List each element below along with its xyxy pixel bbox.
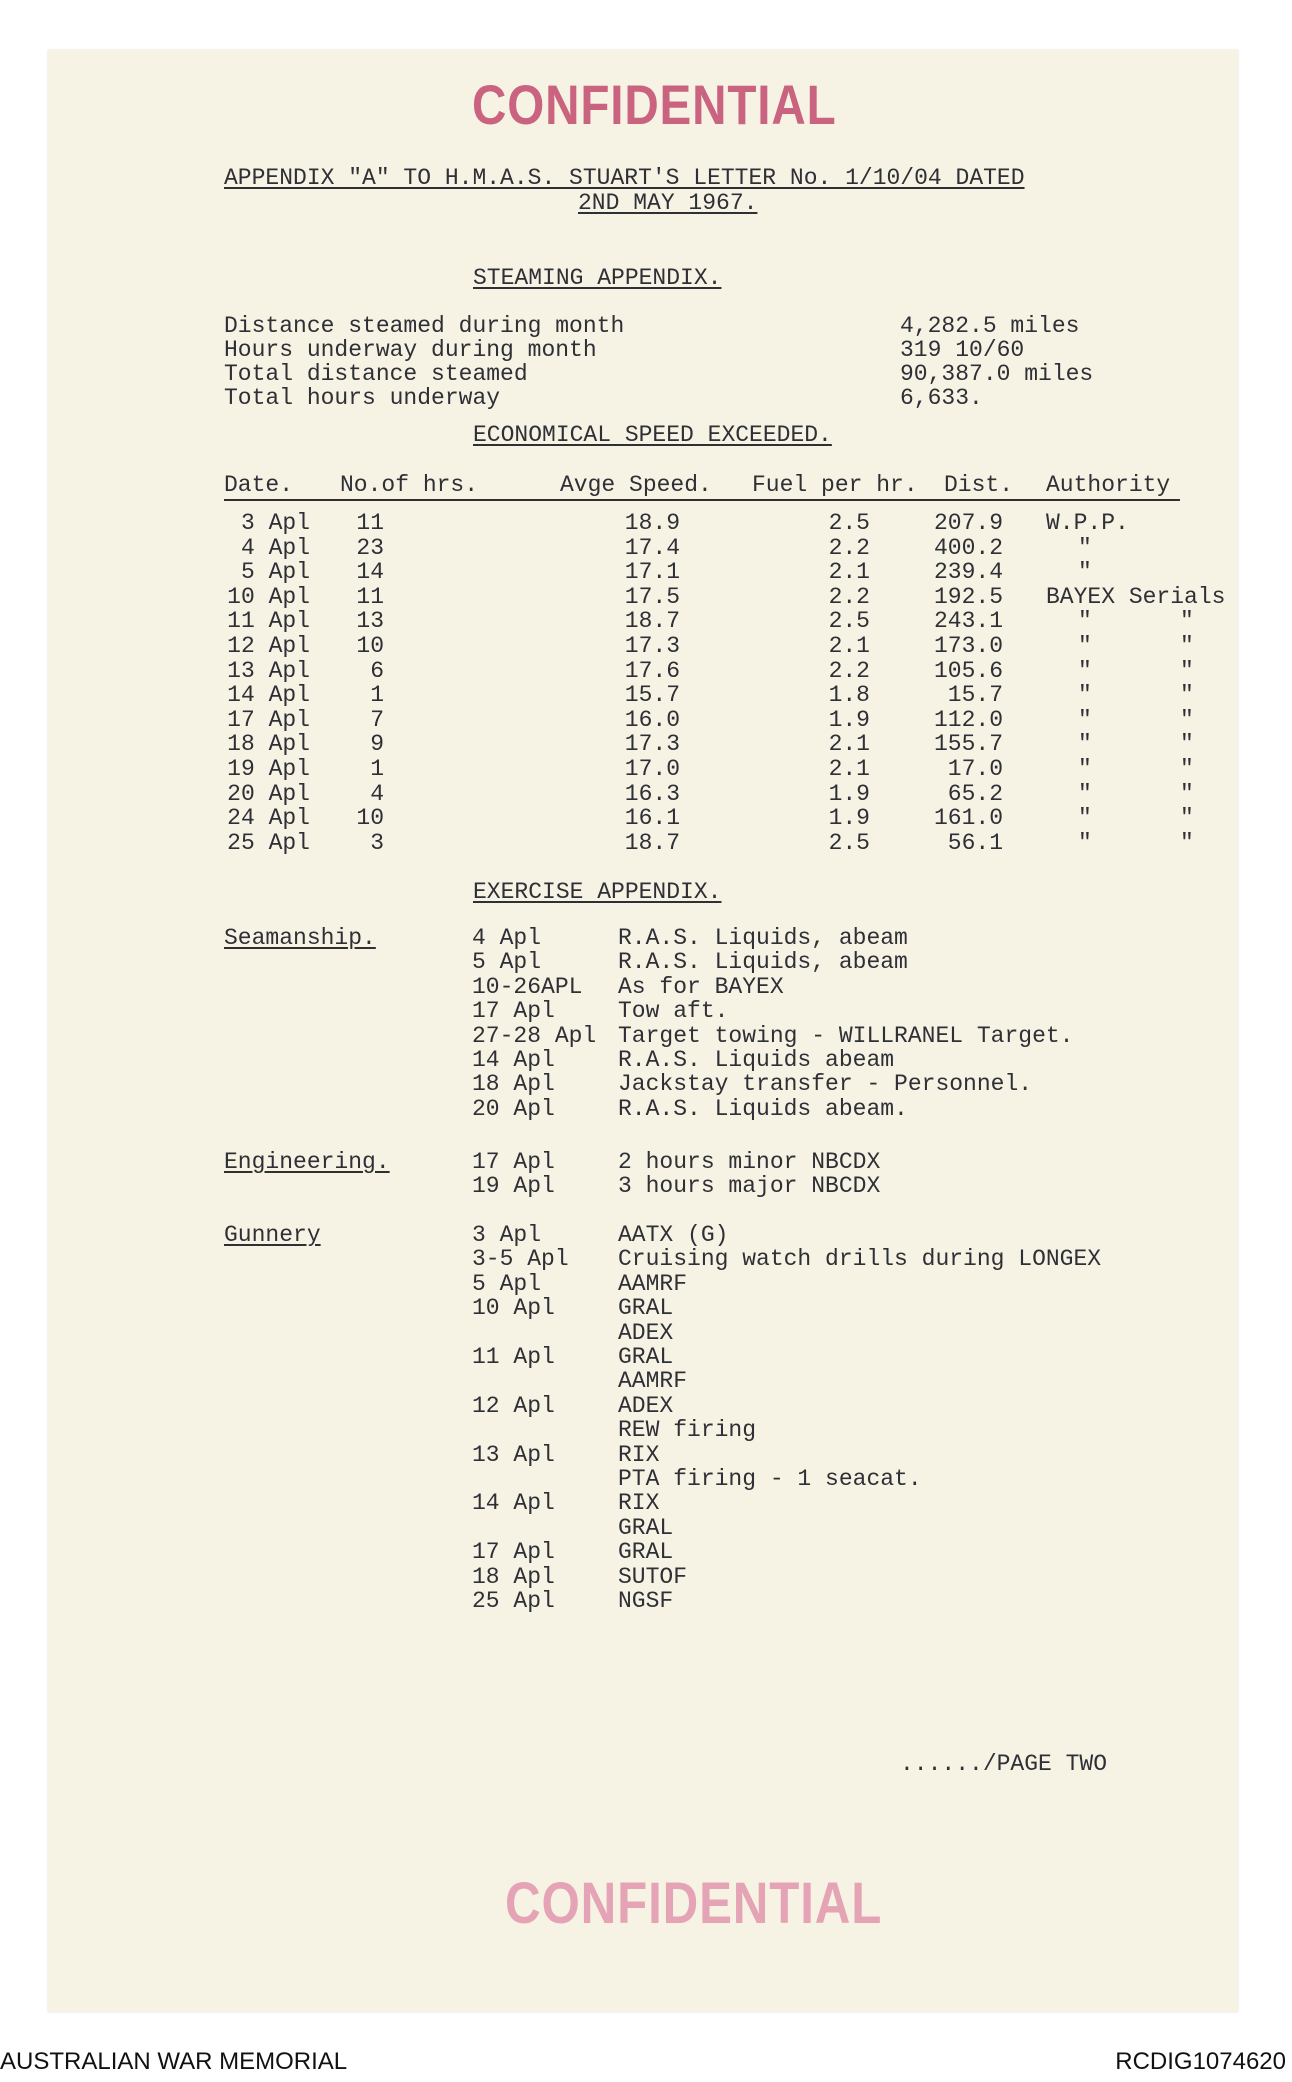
steaming-value: 319 10/60 xyxy=(900,337,1025,363)
exercise-text: Cruising watch drills during LONGEX xyxy=(618,1246,1102,1273)
footer-archive-name: AUSTRALIAN WAR MEMORIAL xyxy=(0,2048,348,2075)
exercise-date: 25 Apl xyxy=(472,1588,555,1614)
exercise-date: 17 Apl xyxy=(472,998,555,1025)
exercise-text: AATX (G) xyxy=(618,1222,729,1248)
econ-authority: " xyxy=(1078,608,1092,635)
econ-date: 12 Apl xyxy=(227,633,310,659)
exercise-text: GRAL xyxy=(618,1514,674,1541)
steaming-value: 90,387.0 miles xyxy=(900,361,1094,387)
econ-authority: " xyxy=(1078,829,1092,856)
steaming-value: 6,633. xyxy=(900,385,983,411)
econ-date: 18 Apl xyxy=(227,731,310,758)
econ-dist: 112.0 xyxy=(933,706,1003,733)
econ-dist: 243.1 xyxy=(933,608,1003,635)
econ-authority-ditto: " xyxy=(1180,608,1194,635)
exercise-date: 5 Apl xyxy=(472,949,542,976)
col-header-speed: Avge Speed. xyxy=(560,472,712,498)
econ-date: 13 Apl xyxy=(227,657,310,684)
econ-date: 24 Apl xyxy=(227,805,310,832)
exercise-text: 2 hours minor NBCDX xyxy=(618,1149,881,1175)
econ-speed: 15.7 xyxy=(624,682,680,709)
econ-hrs: 11 xyxy=(356,583,384,610)
exercise-text: ADEX xyxy=(618,1392,674,1419)
econ-date: 19 Apl xyxy=(227,756,310,782)
exercise-heading: EXERCISE APPENDIX. xyxy=(473,879,722,905)
econ-fuel: 2.5 xyxy=(828,510,870,536)
econ-hrs: 13 xyxy=(356,608,384,635)
econ-date: 25 Apl xyxy=(227,829,310,856)
econ-authority: " xyxy=(1078,633,1092,659)
econ-speed: 18.9 xyxy=(624,510,680,536)
exercise-date: 18 Apl xyxy=(472,1071,555,1098)
econ-speed: 17.3 xyxy=(624,731,680,758)
col-header-fuel: Fuel per hr. xyxy=(752,472,918,498)
econ-speed: 17.5 xyxy=(624,583,680,610)
econ-authority: " xyxy=(1078,657,1092,684)
econ-hrs: 10 xyxy=(356,633,384,659)
econ-authority: " xyxy=(1078,780,1092,807)
econ-hrs: 1 xyxy=(370,682,384,709)
steaming-label: Hours underway during month xyxy=(224,337,597,363)
exercise-date: 5 Apl xyxy=(472,1270,542,1297)
econ-speed: 17.4 xyxy=(624,534,680,561)
econ-speed: 17.3 xyxy=(624,633,680,659)
exercise-text: 3 hours major NBCDX xyxy=(618,1173,881,1200)
economical-heading: ECONOMICAL SPEED EXCEEDED. xyxy=(473,422,832,448)
econ-hrs: 11 xyxy=(356,510,384,536)
econ-date: 11 Apl xyxy=(227,608,310,635)
econ-dist: 15.7 xyxy=(947,682,1003,709)
econ-dist: 173.0 xyxy=(933,633,1003,659)
econ-hrs: 14 xyxy=(356,559,384,586)
econ-authority-ditto: " xyxy=(1180,731,1194,758)
econ-fuel: 2.2 xyxy=(828,534,870,561)
econ-authority: " xyxy=(1078,682,1092,709)
econ-fuel: 2.2 xyxy=(828,657,870,684)
econ-authority-ditto: " xyxy=(1180,829,1194,856)
exercise-date: 10 Apl xyxy=(472,1295,555,1322)
econ-speed: 16.0 xyxy=(624,706,680,733)
steaming-label: Total distance steamed xyxy=(224,361,528,387)
econ-hrs: 7 xyxy=(370,706,384,733)
econ-hrs: 9 xyxy=(370,731,384,758)
steaming-label: Distance steamed during month xyxy=(224,313,625,339)
econ-authority-ditto: " xyxy=(1180,780,1194,807)
econ-authority: W.P.P. xyxy=(1046,510,1129,536)
econ-speed: 17.6 xyxy=(624,657,680,684)
econ-fuel: 2.5 xyxy=(828,608,870,635)
col-header-date: Date. xyxy=(224,472,294,498)
econ-authority-ditto: " xyxy=(1180,805,1194,832)
title-line-2: 2ND MAY 1967. xyxy=(578,190,758,216)
exercise-text: AAMRF xyxy=(618,1270,688,1297)
exercise-date: 3-5 Apl xyxy=(472,1246,569,1273)
exercise-date: 20 Apl xyxy=(472,1095,555,1122)
exercise-text: R.A.S. Liquids abeam xyxy=(618,1047,895,1073)
exercise-text: PTA firing - 1 seacat. xyxy=(618,1466,922,1492)
exercise-text: GRAL xyxy=(618,1539,674,1566)
exercise-text: NGSF xyxy=(618,1588,674,1614)
econ-fuel: 1.8 xyxy=(828,682,870,709)
econ-hrs: 4 xyxy=(370,780,384,807)
exercise-text: R.A.S. Liquids abeam. xyxy=(618,1095,908,1122)
confidential-stamp-bottom: CONFIDENTIAL xyxy=(505,1871,883,1936)
exercise-date: 11 Apl xyxy=(472,1344,555,1370)
econ-hrs: 10 xyxy=(356,805,384,832)
exercise-date: 13 Apl xyxy=(472,1441,555,1468)
econ-fuel: 2.1 xyxy=(828,731,870,758)
econ-fuel: 2.1 xyxy=(828,756,870,782)
exercise-date: 17 Apl xyxy=(472,1539,555,1566)
econ-hrs: 23 xyxy=(356,534,384,561)
econ-dist: 400.2 xyxy=(933,534,1003,561)
econ-speed: 17.0 xyxy=(624,756,680,782)
exercise-section-title: Seamanship. xyxy=(224,925,376,951)
econ-dist: 155.7 xyxy=(933,731,1003,758)
econ-speed: 16.3 xyxy=(624,780,680,807)
exercise-date: 10-26APL xyxy=(472,973,583,1000)
header-rule xyxy=(224,499,1180,501)
exercise-text: AAMRF xyxy=(618,1368,688,1395)
exercise-text: As for BAYEX xyxy=(618,973,784,1000)
econ-speed: 17.1 xyxy=(624,559,680,586)
econ-speed: 16.1 xyxy=(624,805,680,832)
exercise-text: GRAL xyxy=(618,1344,674,1370)
steaming-value: 4,282.5 miles xyxy=(900,313,1080,339)
econ-authority: " xyxy=(1078,805,1092,832)
steaming-label: Total hours underway xyxy=(224,385,501,411)
title-line-1: APPENDIX "A" TO H.M.A.S. STUART'S LETTER No. 1/10/04 DATED xyxy=(224,165,1025,191)
col-header-authority: Authority xyxy=(1046,472,1171,498)
exercise-date: 18 Apl xyxy=(472,1563,555,1590)
exercise-text: RIX xyxy=(618,1441,660,1468)
econ-authority: " xyxy=(1078,706,1092,733)
exercise-text: Target towing - WILLRANEL Target. xyxy=(618,1022,1074,1049)
econ-authority-ditto: " xyxy=(1180,682,1194,709)
col-header-dist: Dist. xyxy=(944,472,1014,498)
econ-fuel: 1.9 xyxy=(828,780,870,807)
econ-authority: " xyxy=(1078,559,1092,586)
exercise-text: SUTOF xyxy=(618,1563,688,1590)
econ-fuel: 2.1 xyxy=(828,559,870,586)
exercise-date: 17 Apl xyxy=(472,1149,555,1175)
exercise-section-title: Gunnery xyxy=(224,1222,321,1248)
econ-authority: " xyxy=(1078,534,1092,561)
exercise-date: 27-28 Apl xyxy=(472,1022,597,1049)
econ-authority: " xyxy=(1078,731,1092,758)
econ-dist: 105.6 xyxy=(933,657,1003,684)
econ-date: 20 Apl xyxy=(227,780,310,807)
exercise-date: 4 Apl xyxy=(472,925,542,951)
econ-dist: 239.4 xyxy=(933,559,1003,586)
econ-dist: 207.9 xyxy=(933,510,1003,536)
exercise-date: 14 Apl xyxy=(472,1047,555,1073)
footer-record-id: RCDIG1074620 xyxy=(1115,2048,1286,2075)
econ-date: 3 Apl xyxy=(240,510,310,536)
econ-speed: 18.7 xyxy=(624,608,680,635)
exercise-text: R.A.S. Liquids, abeam xyxy=(618,949,908,976)
exercise-date: 19 Apl xyxy=(472,1173,555,1200)
econ-dist: 17.0 xyxy=(947,756,1003,782)
econ-dist: 65.2 xyxy=(947,780,1003,807)
exercise-text: Tow aft. xyxy=(618,998,729,1025)
econ-authority-ditto: " xyxy=(1180,756,1194,782)
exercise-text: REW firing xyxy=(618,1417,757,1444)
exercise-date: 12 Apl xyxy=(472,1392,555,1419)
econ-authority-ditto: " xyxy=(1180,706,1194,733)
exercise-text: GRAL xyxy=(618,1295,674,1322)
econ-dist: 56.1 xyxy=(947,829,1003,856)
econ-fuel: 2.1 xyxy=(828,633,870,659)
exercise-date: 3 Apl xyxy=(472,1222,542,1248)
econ-hrs: 1 xyxy=(370,756,384,782)
econ-fuel: 2.2 xyxy=(828,583,870,610)
page-continuation: ....../PAGE TWO xyxy=(900,1751,1108,1777)
econ-authority-ditto: " xyxy=(1180,657,1194,684)
econ-date: 5 Apl xyxy=(240,559,310,586)
econ-dist: 161.0 xyxy=(933,805,1003,832)
confidential-stamp-top: CONFIDENTIAL xyxy=(472,73,837,136)
econ-fuel: 1.9 xyxy=(828,805,870,832)
econ-hrs: 3 xyxy=(370,829,384,856)
econ-fuel: 2.5 xyxy=(828,829,870,856)
econ-authority: " xyxy=(1078,756,1092,782)
steaming-heading: STEAMING APPENDIX. xyxy=(473,265,722,291)
econ-date: 14 Apl xyxy=(227,682,310,709)
econ-date: 10 Apl xyxy=(227,583,310,610)
econ-date: 4 Apl xyxy=(240,534,310,561)
econ-dist: 192.5 xyxy=(933,583,1003,610)
econ-speed: 18.7 xyxy=(624,829,680,856)
exercise-text: RIX xyxy=(618,1490,660,1517)
exercise-text: ADEX xyxy=(618,1319,674,1346)
exercise-date: 14 Apl xyxy=(472,1490,555,1517)
econ-hrs: 6 xyxy=(370,657,384,684)
econ-fuel: 1.9 xyxy=(828,706,870,733)
econ-date: 17 Apl xyxy=(227,706,310,733)
exercise-section-title: Engineering. xyxy=(224,1149,390,1175)
econ-authority: BAYEX Serials xyxy=(1046,583,1226,610)
econ-authority-ditto: " xyxy=(1180,633,1194,659)
col-header-hrs: No.of hrs. xyxy=(340,472,479,498)
exercise-text: Jackstay transfer - Personnel. xyxy=(618,1071,1033,1098)
exercise-text: R.A.S. Liquids, abeam xyxy=(618,925,908,951)
